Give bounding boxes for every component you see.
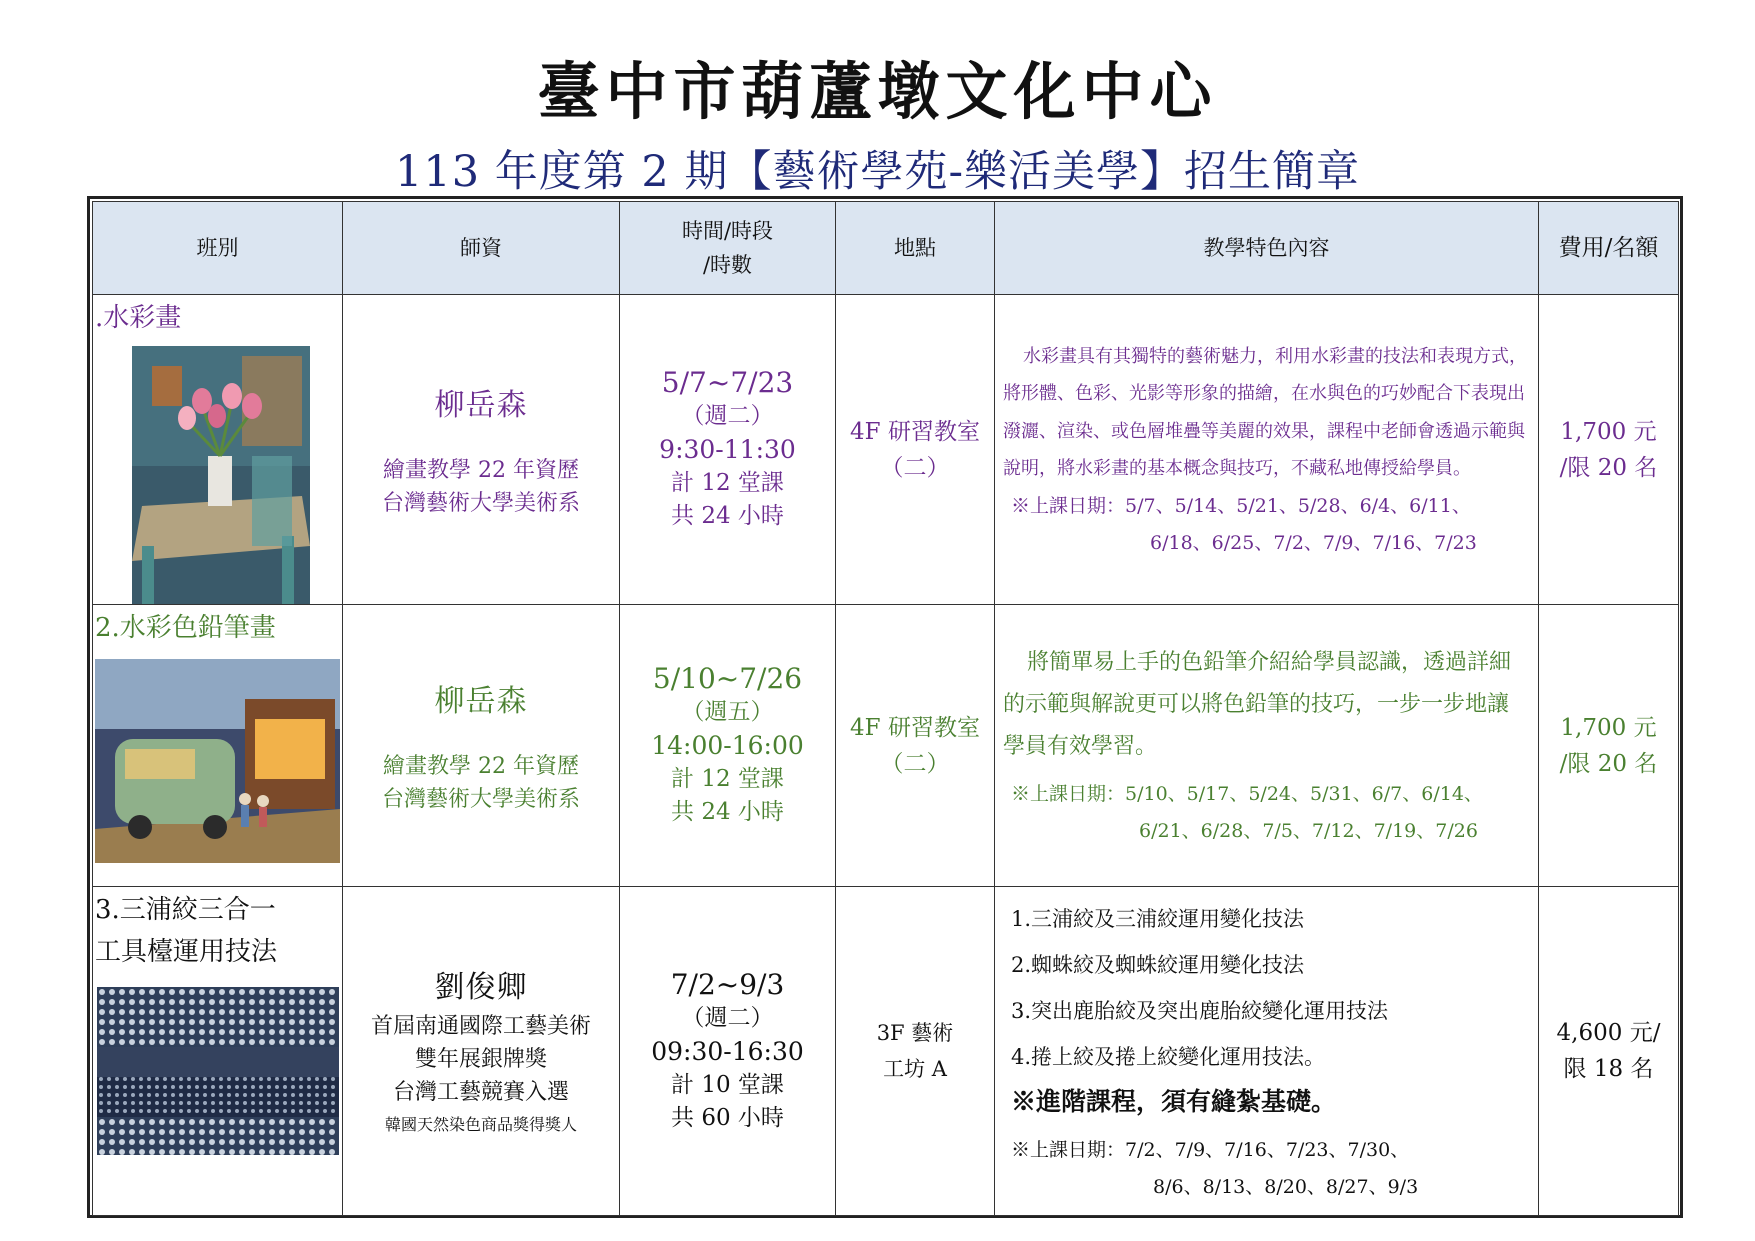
course-schedule-table <box>92 201 1679 1216</box>
location-cell <box>836 295 995 605</box>
teacher-name: 劉俊卿 <box>434 969 528 1005</box>
time-slot: 09:30-16:30 <box>651 1036 804 1066</box>
date-range: 7/2~9/3 <box>670 967 785 1001</box>
fee-amount: 4,600 元/ <box>1556 1020 1661 1046</box>
class-name: 2.水彩色鉛筆畫 <box>95 613 276 643</box>
total-hours: 共 24 小時 <box>671 503 784 529</box>
class-dates-line1: ※上課日期：7/2、7/9、7/16、7/23、7/30、 <box>1011 1139 1410 1161</box>
time-cell <box>620 295 836 605</box>
table-row <box>93 295 1679 605</box>
header-time-line2: /時數 <box>702 253 753 277</box>
list-item: 1.三浦絞及三浦絞運用變化技法 <box>1011 907 1305 931</box>
time-cell <box>620 605 836 887</box>
weekday: （週二） <box>681 1004 774 1031</box>
teacher-bio-line: 台灣藝術大學美術系 <box>381 490 580 516</box>
location-cell <box>836 605 995 887</box>
table-row <box>93 887 1679 1216</box>
time-slot: 9:30-11:30 <box>659 435 796 464</box>
class-dates-line1: ※上課日期：5/10、5/17、5/24、5/31、6/7、6/14、 <box>1011 782 1483 805</box>
time-slot: 14:00-16:00 <box>651 731 804 760</box>
class-cell <box>93 887 343 1216</box>
total-hours: 共 60 小時 <box>671 1104 784 1131</box>
fee-amount: 1,700 元 <box>1560 714 1657 741</box>
prerequisite-notice: ※進階課程，須有縫紮基礎。 <box>1011 1087 1337 1116</box>
header-time-line1: 時間/時段 <box>681 219 774 243</box>
location-cell <box>836 887 995 1216</box>
class-dates-line2: 6/18、6/25、7/2、7/9、7/16、7/23 <box>1150 531 1477 554</box>
course-description: 將簡單易上手的色鉛筆介紹給學員認識，透過詳細的示範與解說更可以將色鉛筆的技巧，一步一步地讓學員有效學習。 <box>1003 649 1512 759</box>
location-line1: 4F 研習教室 <box>850 714 980 741</box>
features-cell <box>995 887 1539 1216</box>
fee-amount: 1,700 元 <box>1560 418 1657 445</box>
time-cell <box>620 887 836 1216</box>
header-fee: 費用/名額 <box>1539 202 1679 295</box>
header-time <box>620 202 836 295</box>
header-location: 地點 <box>836 202 995 295</box>
date-range: 5/10~7/26 <box>652 662 803 695</box>
features-cell <box>995 295 1539 605</box>
teacher-bio-line: 繪畫教學 22 年資歷 <box>383 753 579 779</box>
class-name-line2: 工具檯運用技法 <box>95 937 278 967</box>
location-line2: 工坊 A <box>883 1057 947 1081</box>
teacher-bio-line: 首屆南通國際工藝美術 <box>370 1013 591 1039</box>
class-cell <box>93 605 343 887</box>
table-row <box>93 605 1679 887</box>
teacher-bio-line: 雙年展銀牌獎 <box>414 1046 547 1072</box>
colored-pencil-painting-image <box>95 659 340 863</box>
class-dates-line2: 6/21、6/28、7/5、7/12、7/19、7/26 <box>1139 819 1478 842</box>
session-count: 計 10 堂課 <box>671 1071 784 1098</box>
program-title: 113 年度第 2 期【藝術學苑-樂活美學】招生簡章 <box>395 147 1360 197</box>
fee-cell <box>1539 605 1679 887</box>
list-item: 3.突出鹿胎絞及突出鹿胎絞變化運用技法 <box>1011 999 1389 1023</box>
total-hours: 共 24 小時 <box>671 799 784 825</box>
location-line1: 3F 藝術 <box>876 1021 954 1045</box>
table-header-row <box>93 202 1679 295</box>
session-count: 計 12 堂課 <box>671 470 784 496</box>
list-item: 2.蜘蛛絞及蜘蛛絞運用變化技法 <box>1011 953 1305 977</box>
teacher-bio-line: 台灣藝術大學美術系 <box>381 786 580 812</box>
header-teacher: 師資 <box>343 202 620 295</box>
location-line1: 4F 研習教室 <box>850 418 980 445</box>
teacher-cell <box>343 605 620 887</box>
list-item: 4.捲上絞及捲上絞變化運用技法。 <box>1011 1045 1326 1069</box>
shibori-fabric-image <box>97 987 339 1155</box>
quota: /限 20 名 <box>1559 750 1658 777</box>
quota: /限 20 名 <box>1559 454 1658 481</box>
session-count: 計 12 堂課 <box>671 766 784 792</box>
location-line2: （二） <box>880 750 950 777</box>
teacher-bio-line: 韓國天然染色商品獎得獎人 <box>384 1114 577 1134</box>
class-cell <box>93 295 343 605</box>
teacher-bio-line: 繪畫教學 22 年資歷 <box>383 457 579 483</box>
fee-cell <box>1539 295 1679 605</box>
weekday: （週二） <box>681 403 774 429</box>
header-features: 教學特色內容 <box>995 202 1539 295</box>
header-class: 班別 <box>93 202 343 295</box>
course-description: 水彩畫具有其獨特的藝術魅力，利用水彩畫的技法和表現方式，將形體、色彩、光影等形象的描繪，在水與色的巧妙配合下表現出潑灑、渲染、或色層堆疊等美麗的效果，課程中老師會透過示範與說明，將水彩畫的基本概念與技巧，不藏私地傳授給學員。 <box>1003 345 1527 479</box>
teacher-cell <box>343 887 620 1216</box>
teacher-name: 柳岳森 <box>434 387 528 423</box>
watercolor-painting-image <box>132 346 310 604</box>
weekday: （週五） <box>681 699 774 725</box>
location-line2: （二） <box>880 454 950 481</box>
date-range: 5/7~7/23 <box>661 366 794 399</box>
teacher-name: 柳岳森 <box>434 683 528 719</box>
teacher-bio-line: 台灣工藝競賽入選 <box>392 1079 569 1105</box>
class-name: .水彩畫 <box>95 303 182 333</box>
features-cell <box>995 605 1539 887</box>
fee-cell <box>1539 887 1679 1216</box>
quota: 限 18 名 <box>1563 1056 1654 1082</box>
teacher-cell <box>343 295 620 605</box>
class-dates-line2: 8/6、8/13、8/20、8/27、9/3 <box>1153 1176 1419 1198</box>
class-dates-line1: ※上課日期：5/7、5/14、5/21、5/28、6/4、6/11、 <box>1011 494 1471 517</box>
class-name-line1: 3.三浦絞三合一 <box>95 895 276 925</box>
organization-title: 臺中市葫蘆墩文化中心 <box>537 55 1218 128</box>
